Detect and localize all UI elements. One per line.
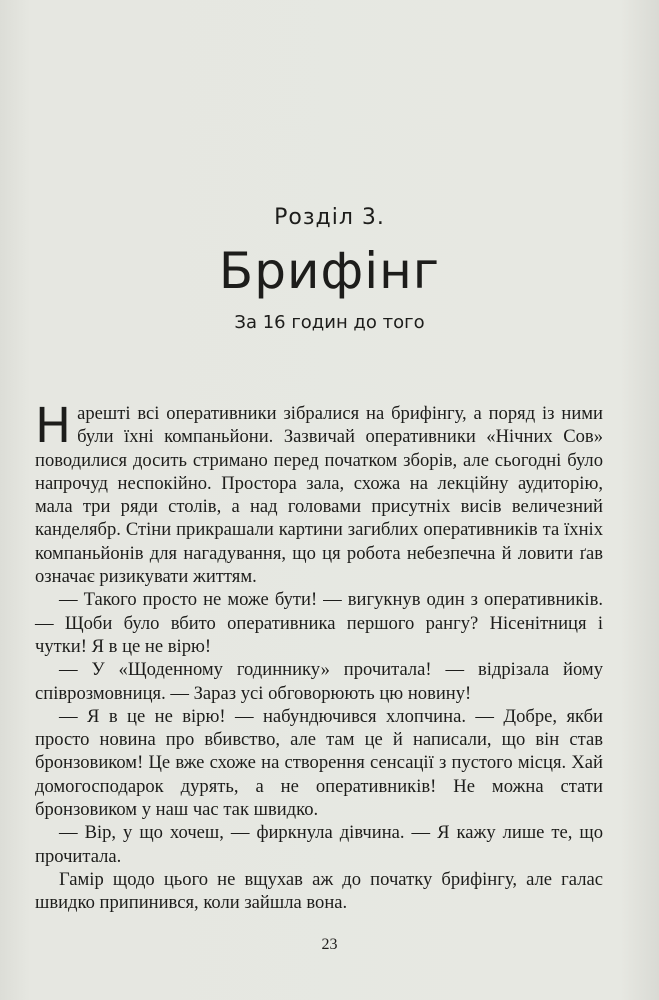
paragraph: — У «Щоденному годиннику» прочитала! — відрізала йому співрозмовниця. — Зараз усі обговорюють цю новину!: [35, 659, 603, 704]
paragraph: [35, 398, 603, 588]
paragraph: — Вір, у що хочеш, — фиркнула дівчина. — Я кажу лише те, що прочитала.: [35, 822, 603, 867]
page-number: 23: [321, 936, 338, 953]
chapter-title: Брифінг: [218, 242, 441, 300]
paragraph: — Такого просто не може бути! — вигукнув один з оперативників. — Щоби було вбито оперативника першого рангу? Нісенітниця і чутки! Я в це не вірю!: [35, 589, 603, 657]
chapter-label: Розділ 3.: [274, 205, 385, 230]
body-text: [35, 398, 603, 915]
chapter-subtitle: За 16 годин до того: [234, 312, 425, 333]
paragraph: — Я в це не вірю! — набундючився хлопчина. — Добре, якби просто новина про вбивство, але там це й написали, що він став бронзовиком! Це вже схоже на створення сенсації з пустого місця. Хай домогосподарок дурять, а не оперативників! Не можна стати бронзовиком у наш час так швидко.: [35, 705, 603, 821]
paragraph-text: арешті всі оперативники зібралися на брифінгу, а поряд із ними були їхні компаньйони. Зазвичай оперативники «Нічних Сов» поводилися досить стримано перед початком зборів, але сьогодні було напрочуд неспокійно. Простора зала, схожа на лекційну аудиторію, мала три ряди столів, а над головами присутніх висів величезний канделябр. Стіни прикрашали картини загиблих оперативників та їхніх компаньйонів для нагадування, що ця робота небезпечна й ловити ґав означає ризикувати життям.: [35, 403, 603, 588]
drop-cap: Н: [35, 398, 72, 454]
paragraph: Гамір щодо цього не вщухав аж до початку брифінгу, але галас швидко припинився, коли зайшла вона.: [35, 868, 603, 914]
